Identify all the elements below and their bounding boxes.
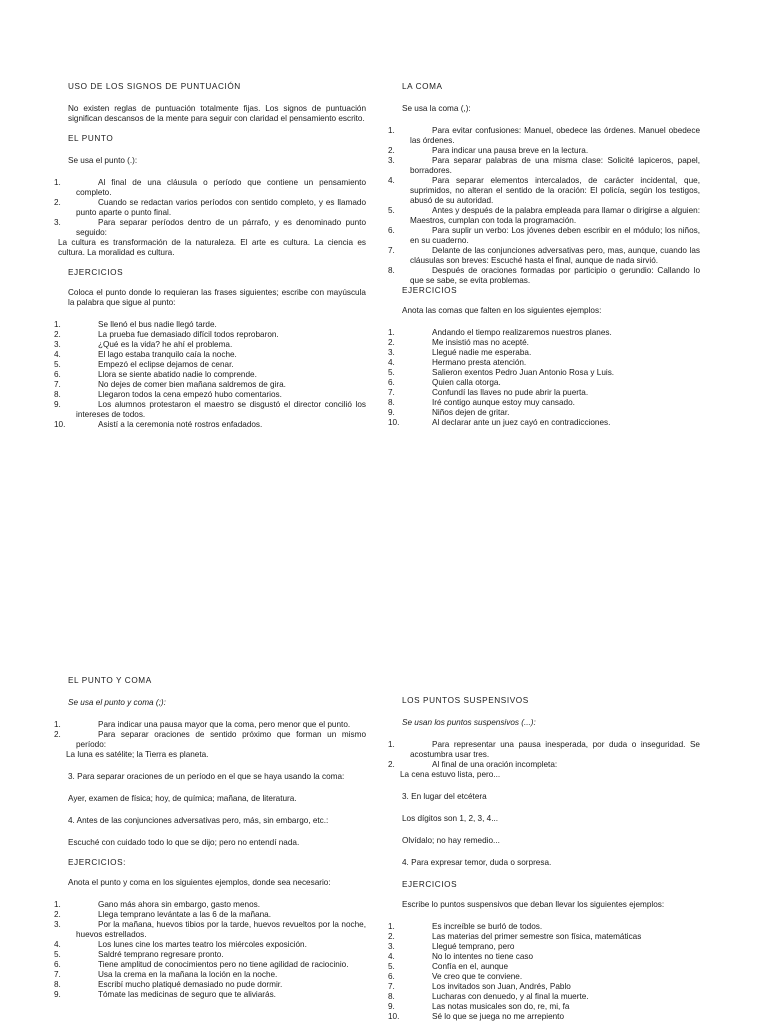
rule-3-text: 3. Para separar oraciones de un período en el que se haya usando la coma: (68, 772, 345, 781)
exercise-list (388, 922, 700, 1022)
list-item: 6. Tiene amplitud de conocimientos pero no tiene agilidad de raciocinio. (54, 960, 349, 969)
list-item: 5. Antes y después de la palabra empleada para llamar o dirigirse a alguien: Maestros, cumplan con toda la programación. (388, 206, 700, 225)
list-item: 3. Llegué temprano, pero (388, 942, 515, 951)
list-item: 5. Empezó el eclipse dejamos de cenar. (54, 360, 234, 369)
list-item: 2. Cuando se redactan varios períodos con sentido completo, y es llamado punto aparte o punto final. (54, 198, 366, 217)
list-item: 8. Llegaron todos la cena empezó hubo comentarios. (54, 390, 282, 399)
exercise-instruction: Escribe lo puntos suspensivos que deban llevar los siguientes ejemplos: (402, 900, 665, 909)
exercise-list (54, 320, 366, 430)
usage-text: Se usa el punto y coma (;): (68, 698, 166, 707)
list-item: 2. Llega temprano levántate a las 6 de la mañana. (54, 910, 271, 919)
rule-4-text: 4. Para expresar temor, duda o sorpresa. (402, 858, 552, 867)
list-item: 1. Gano más ahora sin embargo, gasto menos. (54, 900, 261, 909)
list-item: 9. Tómate las medicinas de seguro que te aliviarás. (54, 990, 276, 999)
heading-el-punto: EL PUNTO (68, 134, 114, 143)
list-item: 1. Para representar una pausa inesperada, por duda o inseguridad. Se acostumbra usar tres. (388, 740, 700, 759)
rule-4-text: 4. Antes de las conjunciones adversativas pero, más, sin embargo, etc.: (68, 816, 329, 825)
list-item: 10. Sé lo que se juega no me arrepiento (388, 1012, 564, 1021)
list-item: 3. Por la mañana, huevos tibios por la tarde, huevos revueltos por la noche, huevos estrellados. (54, 920, 366, 939)
list-item: 1. Andando el tiempo realizaremos nuestros planes. (388, 328, 612, 337)
rules-list (54, 720, 366, 750)
list-item: 8. Después de oraciones formadas por participio o gerundio: Callando lo que se sabe, se evita problemas. (388, 266, 700, 285)
rules-list (388, 740, 700, 770)
list-item: 6. Ve creo que te conviene. (388, 972, 523, 981)
list-item: 3. Para separar palabras de una misma clase: Solicité lapiceros, papel, borradores. (388, 156, 700, 175)
list-item: 4. Hermano presta atención. (388, 358, 527, 367)
heading-ejercicios: EJERCICIOS (402, 880, 458, 889)
list-item: 10. Asistí a la ceremonia noté rostros enfadados. (54, 420, 263, 429)
exercise-instruction: Anota las comas que falten en los siguientes ejemplos: (402, 306, 602, 315)
list-item: 5. Salieron exentos Pedro Juan Antonio Rosa y Luis. (388, 368, 615, 377)
exercise-list (54, 900, 366, 1000)
list-item: 2. Para indicar una pausa breve en la lectura. (388, 146, 589, 155)
list-item: 10. Al declarar ante un juez cayó en contradicciones. (388, 418, 611, 427)
list-item: 7. Usa la crema en la mañana la loción en la noche. (54, 970, 278, 979)
heading-la-coma: LA COMA (402, 82, 443, 91)
example-text: Escuché con cuidado todo lo que se dijo; pero no entendí nada. (68, 838, 300, 847)
list-item: 6. Llora se siente abatido nadie lo comprende. (54, 370, 257, 379)
example-text: Olvídalo; no hay remedio... (402, 836, 500, 845)
example-text: Los dígitos son 1, 2, 3, 4... (402, 814, 499, 823)
intro-paragraph: No existen reglas de puntuación totalmente fijas. Los signos de puntuación significan descansos de la mente para seguir con claridad el pensamiento escrito. (68, 104, 366, 123)
example-text: La cena estuvo lista, pero... (400, 770, 501, 779)
list-item: 5. Confía en el, aunque (388, 962, 509, 971)
list-item: 5. Saldré temprano regresare pronto. (54, 950, 224, 959)
list-item: 8. Iré contigo aunque estoy muy cansado. (388, 398, 575, 407)
list-item: 2. Me insistió mas no acepté. (388, 338, 529, 347)
list-item: 8. Lucharas con denuedo, y al final la muerte. (388, 992, 589, 1001)
exercise-instruction: Anota el punto y coma en los siguientes ejemplos, donde sea necesario: (68, 878, 331, 887)
list-item: 2. Para separar oraciones de sentido próximo que forman un mismo período: (54, 730, 366, 749)
example-text: Ayer, examen de física; hoy, de química; mañana, de literatura. (68, 794, 297, 803)
list-item: 2. Las materias del primer semestre son física, matemáticas (388, 932, 642, 941)
list-item: 3. Para separar períodos dentro de un párrafo, y es denominado punto seguido: (54, 218, 366, 237)
list-item: 7. Los invitados son Juan, Andrés, Pablo (388, 982, 571, 991)
list-item: 1. Para evitar confusiones: Manuel, obedece las órdenes. Manuel obedece las órdenes. (388, 126, 700, 145)
list-item: 3. Llegué nadie me esperaba. (388, 348, 532, 357)
list-item: 4. El lago estaba tranquilo caía la noche. (54, 350, 237, 359)
heading-ejercicios: EJERCICIOS (402, 286, 458, 295)
heading-ejercicios: EJERCICIOS: (68, 858, 127, 867)
list-item: 8. Escribí mucho platiqué demasiado no pude dormir. (54, 980, 283, 989)
example-text: La cultura es transformación de la naturaleza. El arte es cultura. La ciencia es cultura. La moralidad es cultura. (58, 238, 366, 257)
page-title: USO DE LOS SIGNOS DE PUNTUACIÓN (68, 82, 241, 91)
list-item: 6. Quien calla otorga. (388, 378, 501, 387)
list-item: 7. Confundí las llaves no pude abrir la puerta. (388, 388, 589, 397)
heading-puntos-suspensivos: LOS PUNTOS SUSPENSIVOS (402, 696, 529, 705)
list-item: 4. No lo intentes no tiene caso (388, 952, 534, 961)
list-item: 1. Es increíble se burló de todos. (388, 922, 543, 931)
list-item: 4. Para separar elementos intercalados, de carácter incidental, que, suprimidos, no alteran el sentido de la oración: El policía, según los testigos, abusó de su autoridad. (388, 176, 700, 205)
list-item: 3. ¿Qué es la vida? he ahí el problema. (54, 340, 233, 349)
section-punto-y-coma (54, 676, 366, 1000)
exercise-instruction: Coloca el punto donde lo requieran las frases siguientes; escribe con mayúscula la palabra que sigue al punto: (68, 288, 366, 307)
section-puntos-suspensivos (388, 696, 700, 1022)
list-item: 9. Los alumnos protestaron el maestro se disgustó el director concilió los intereses de todos. (54, 400, 366, 419)
exercise-list (388, 328, 700, 428)
list-item: 4. Los lunes cine los martes teatro los miércoles exposición. (54, 940, 307, 949)
list-item: 2. La prueba fue demasiado difícil todos reprobaron. (54, 330, 279, 339)
usage-text: Se usan los puntos suspensivos (...): (402, 718, 536, 727)
list-item: 6. Para suplir un verbo: Los jóvenes deben escribir en el módulo; los niños, en su cuaderno. (388, 226, 700, 245)
example-text: La luna es satélite; la Tierra es planeta. (66, 750, 209, 759)
list-item: 9. Niños dejen de gritar. (388, 408, 510, 417)
heading-punto-y-coma: EL PUNTO Y COMA (68, 676, 152, 685)
rules-list (388, 126, 700, 286)
list-item: 2. Al final de una oración incompleta: (388, 760, 558, 769)
section-punto (54, 82, 366, 430)
usage-text: Se usa el punto (.): (68, 156, 138, 165)
heading-ejercicios: EJERCICIOS (68, 268, 124, 277)
usage-text: Se usa la coma (,): (402, 104, 471, 113)
list-item: 9. Las notas musicales son do, re, mi, fa (388, 1002, 570, 1011)
rules-list (54, 178, 366, 238)
list-item: 1. Al final de una cláusula o período que contiene un pensamiento completo. (54, 178, 366, 197)
rule-3-text: 3. En lugar del etcétera (402, 792, 487, 801)
section-coma (388, 82, 700, 428)
list-item: 1. Se llenó el bus nadie llegó tarde. (54, 320, 217, 329)
list-item: 1. Para indicar una pausa mayor que la coma, pero menor que el punto. (54, 720, 351, 729)
list-item: 7. No dejes de comer bien mañana saldremos de gira. (54, 380, 286, 389)
list-item: 7. Delante de las conjunciones adversativas pero, mas, aunque, cuando las cláusulas son breves: Escuché hasta el final, aunque de nada sirvió. (388, 246, 700, 265)
